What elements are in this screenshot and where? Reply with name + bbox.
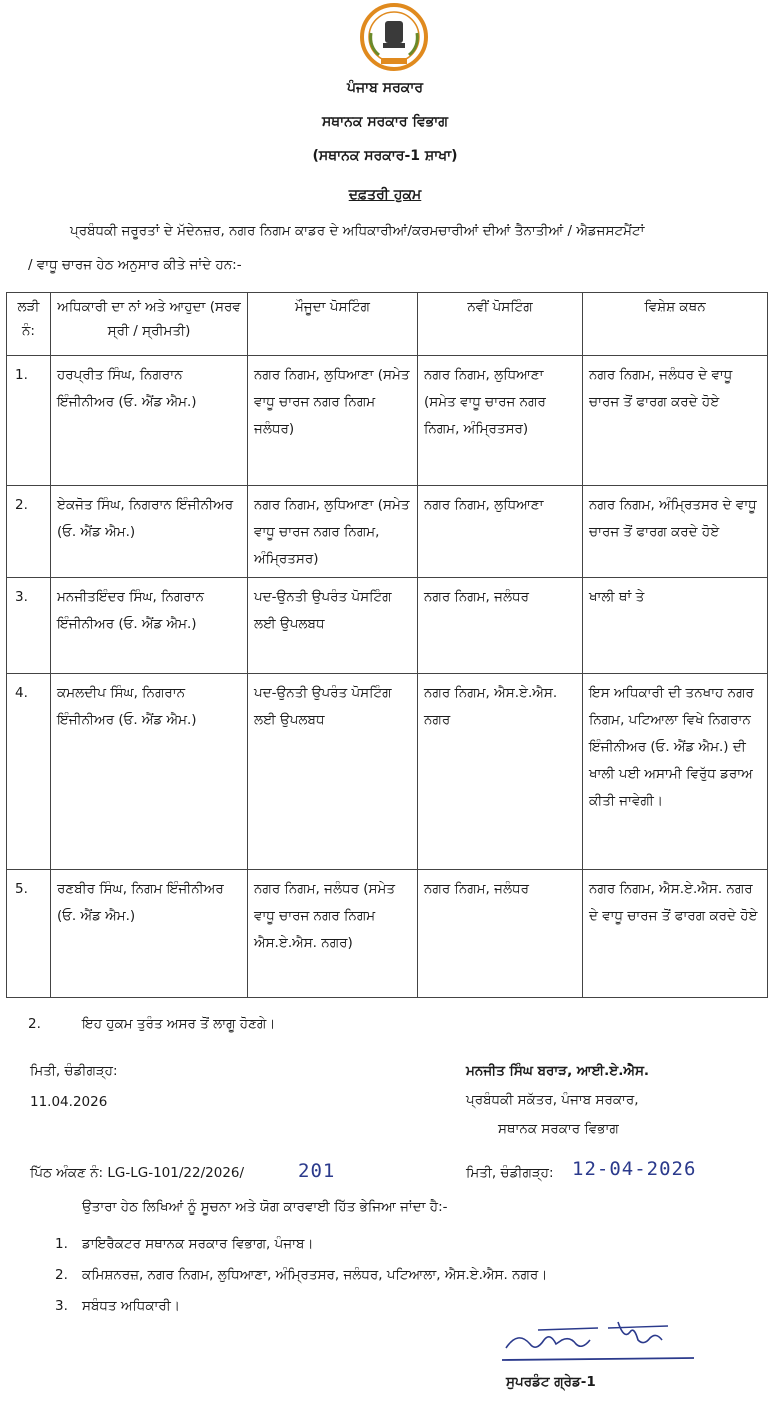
cell-officer: ਹਰਪ੍ਰੀਤ ਸਿੰਘ, ਨਿਗਰਾਨ ਇੰਜੀਨੀਅਰ (ਓ. ਐਂਡ ਐਮ.): [51, 356, 248, 486]
endorsement-handwritten-number: 201: [298, 1160, 336, 1182]
cell-new-posting: ਨਗਰ ਨਿਗਮ, ਐਸ.ਏ.ਐਸ. ਨਗਰ: [418, 674, 583, 870]
punjab-government-emblem-icon: [359, 3, 429, 71]
cell-remarks: ਨਗਰ ਨਿਗਮ, ਐਸ.ਏ.ਐਸ. ਨਗਰ ਦੇ ਵਾਧੂ ਚਾਰਜ ਤੋਂ ਫਾਰਗ ਕਰਦੇ ਹੋਏ: [583, 870, 768, 998]
endorsement-date-label: ਮਿਤੀ, ਚੰਡੀਗੜ੍ਹ:: [466, 1165, 554, 1181]
cell-serial: 1.: [7, 356, 51, 486]
recipient-item: ਡਾਇਰੈਕਟਰ ਸਥਾਨਕ ਸਰਕਾਰ ਵਿਭਾਗ, ਪੰਜਾਬ।: [82, 1236, 314, 1252]
cell-serial: 4.: [7, 674, 51, 870]
para2-number: 2.: [28, 1016, 41, 1032]
department-name: ਸਥਾਨਕ ਸਰਕਾਰ ਵਿਭਾਗ: [321, 114, 449, 130]
signatory-designation: ਪ੍ਰਬੰਧਕੀ ਸਕੱਤਰ, ਪੰਜਾਬ ਸਰਕਾਰ,: [466, 1092, 639, 1108]
document-title: ਦਫ਼ਤਰੀ ਹੁਕਮ: [348, 187, 422, 203]
postings-table: [6, 292, 768, 998]
header-serial: ਲੜੀ ਨੰ:: [7, 293, 51, 356]
endorsement-handwritten-date: 12-04-2026: [572, 1158, 697, 1180]
recipient-number: 3.: [55, 1298, 68, 1314]
signatory-department: ਸਥਾਨਕ ਸਰਕਾਰ ਵਿਭਾਗ: [498, 1121, 619, 1137]
header-new-posting: ਨਵੀਂ ਪੋਸਟਿੰਗ: [418, 293, 583, 356]
table-header-row: [7, 293, 768, 356]
cell-serial: 5.: [7, 870, 51, 998]
para2-text: ਇਹ ਹੁਕਮ ਤੁਰੰਤ ਅਸਰ ਤੋਂ ਲਾਗੂ ਹੋਣਗੇ।: [82, 1016, 276, 1032]
handwritten-signature-icon: [498, 1310, 698, 1370]
cell-new-posting: ਨਗਰ ਨਿਗਮ, ਲੁਧਿਆਣਾ: [418, 486, 583, 578]
cell-remarks: ਇਸ ਅਧਿਕਾਰੀ ਦੀ ਤਨਖਾਹ ਨਗਰ ਨਿਗਮ, ਪਟਿਆਲਾ ਵਿਖੇ ਨਿਗਰਾਨ ਇੰਜੀਨੀਅਰ (ਓ. ਐਂਡ ਐਮ.) ਦੀ ਖਾਲੀ ਪਈ ਅਸਾਮੀ ਵਿਰੁੱਧ ਡਰਾਅ ਕੀਤੀ ਜਾਵੇਗੀ।: [583, 674, 768, 870]
table-row: [7, 578, 768, 674]
recipient-number: 1.: [55, 1236, 68, 1252]
recipient-number: 2.: [55, 1267, 68, 1283]
cell-new-posting: ਨਗਰ ਨਿਗਮ, ਲੁਧਿਆਣਾ (ਸਮੇਤ ਵਾਧੂ ਚਾਰਜ ਨਗਰ ਨਿਗਮ, ਅੰਮ੍ਰਿਤਸਰ): [418, 356, 583, 486]
branch-name: (ਸਥਾਨਕ ਸਰਕਾਰ-1 ਸ਼ਾਖਾ): [312, 148, 458, 164]
intro-paragraph-line1: ਪ੍ਰਬੰਧਕੀ ਜਰੂਰਤਾਂ ਦੇ ਮੱਦੇਨਜ਼ਰ, ਨਗਰ ਨਿਗਮ ਕਾਡਰ ਦੇ ਅਧਿਕਾਰੀਆਂ/ਕਰਮਚਾਰੀਆਂ ਦੀਆਂ ਤੈਨਾਤੀਆਂ / ਐਡਜਸਟਮੈਂਟਾਂ: [70, 223, 645, 239]
signatory-name: ਮਨਜੀਤ ਸਿੰਘ ਬਰਾੜ, ਆਈ.ਏ.ਐਸ.: [466, 1063, 650, 1079]
cell-officer: ਕਮਲਦੀਪ ਸਿੰਘ, ਨਿਗਰਾਨ ਇੰਜੀਨੀਅਰ (ਓ. ਐਂਡ ਐਮ.): [51, 674, 248, 870]
cell-officer: ਰਣਬੀਰ ਸਿੰਘ, ਨਿਗਮ ਇੰਜੀਨੀਅਰ (ਓ. ਐਂਡ ਐਮ.): [51, 870, 248, 998]
recipient-item: ਸਬੰਧਤ ਅਧਿਕਾਰੀ।: [82, 1298, 180, 1314]
cell-serial: 2.: [7, 486, 51, 578]
table-row: [7, 486, 768, 578]
cell-officer: ਮਨਜੀਤਇੰਦਰ ਸਿੰਘ, ਨਿਗਰਾਨ ਇੰਜੀਨੀਅਰ (ਓ. ਐਂਡ ਐਮ.): [51, 578, 248, 674]
cell-officer: ਏਕਜੋਤ ਸਿੰਘ, ਨਿਗਰਾਨ ਇੰਜੀਨੀਅਰ (ਓ. ਐਂਡ ਐਮ.): [51, 486, 248, 578]
cell-current-posting: ਨਗਰ ਨਿਗਮ, ਲੁਧਿਆਣਾ (ਸਮੇਤ ਵਾਧੂ ਚਾਰਜ ਨਗਰ ਨਿਗਮ, ਅੰਮ੍ਰਿਤਸਰ): [248, 486, 418, 578]
cell-remarks: ਖਾਲੀ ਥਾਂ ਤੇ: [583, 578, 768, 674]
dated-date: 11.04.2026: [30, 1094, 108, 1110]
copy-forward-text: ਉਤਾਰਾ ਹੇਠ ਲਿਖਿਆਂ ਨੂੰ ਸੂਚਨਾ ਅਤੇ ਯੋਗ ਕਾਰਵਾਈ ਹਿੱਤ ਭੇਜਿਆ ਜਾਂਦਾ ਹੈ:-: [82, 1199, 448, 1215]
cell-remarks: ਨਗਰ ਨਿਗਮ, ਅੰਮ੍ਰਿਤਸਰ ਦੇ ਵਾਧੂ ਚਾਰਜ ਤੋਂ ਫਾਰਗ ਕਰਦੇ ਹੋਏ: [583, 486, 768, 578]
header-officer: ਅਧਿਕਾਰੀ ਦਾ ਨਾਂ ਅਤੇ ਆਹੁਦਾ (ਸਰਵ ਸ੍ਰੀ / ਸ੍ਰੀਮਤੀ): [51, 293, 248, 356]
cell-serial: 3.: [7, 578, 51, 674]
signature-title: ਸੁਪਰਡੰਟ ਗ੍ਰੇਡ-1: [506, 1374, 596, 1390]
cell-current-posting: ਨਗਰ ਨਿਗਮ, ਲੁਧਿਆਣਾ (ਸਮੇਤ ਵਾਧੂ ਚਾਰਜ ਨਗਰ ਨਿਗਮ ਜਲੰਧਰ): [248, 356, 418, 486]
table-row: [7, 870, 768, 998]
cell-remarks: ਨਗਰ ਨਿਗਮ, ਜਲੰਧਰ ਦੇ ਵਾਧੂ ਚਾਰਜ ਤੋਂ ਫਾਰਗ ਕਰਦੇ ਹੋਏ: [583, 356, 768, 486]
cell-current-posting: ਪਦ-ਉਨਤੀ ਉਪਰੰਤ ਪੋਸਟਿੰਗ ਲਈ ਉਪਲਬਧ: [248, 674, 418, 870]
cell-current-posting: ਪਦ-ਉਨਤੀ ਉਪਰੰਤ ਪੋਸਟਿੰਗ ਲਈ ਉਪਲਬਧ: [248, 578, 418, 674]
table-row: [7, 356, 768, 486]
government-name: ਪੰਜਾਬ ਸਰਕਾਰ: [346, 80, 424, 96]
recipient-item: ਕਮਿਸ਼ਨਰਜ਼, ਨਗਰ ਨਿਗਮ, ਲੁਧਿਆਣਾ, ਅੰਮ੍ਰਿਤਸਰ, ਜਲੰਧਰ, ਪਟਿਆਲਾ, ਐਸ.ਏ.ਐਸ. ਨਗਰ।: [82, 1267, 548, 1283]
endorsement-number-label: ਪਿੱਠ ਅੰਕਣ ਨੰ: LG-LG-101/22/2026/: [30, 1165, 245, 1181]
table-row: [7, 674, 768, 870]
cell-new-posting: ਨਗਰ ਨਿਗਮ, ਜਲੰਧਰ: [418, 578, 583, 674]
cell-new-posting: ਨਗਰ ਨਿਗਮ, ਜਲੰਧਰ: [418, 870, 583, 998]
intro-paragraph-line2: / ਵਾਧੂ ਚਾਰਜ ਹੇਠ ਅਨੁਸਾਰ ਕੀਤੇ ਜਾਂਦੇ ਹਨ:-: [28, 257, 242, 273]
header-remarks: ਵਿਸ਼ੇਸ਼ ਕਥਨ: [583, 293, 768, 356]
dated-label: ਮਿਤੀ, ਚੰਡੀਗੜ੍ਹ:: [30, 1063, 118, 1079]
header-current-posting: ਮੌਜੂਦਾ ਪੋਸਟਿੰਗ: [248, 293, 418, 356]
cell-current-posting: ਨਗਰ ਨਿਗਮ, ਜਲੰਧਰ (ਸਮੇਤ ਵਾਧੂ ਚਾਰਜ ਨਗਰ ਨਿਗਮ ਐਸ.ਏ.ਐਸ. ਨਗਰ): [248, 870, 418, 998]
